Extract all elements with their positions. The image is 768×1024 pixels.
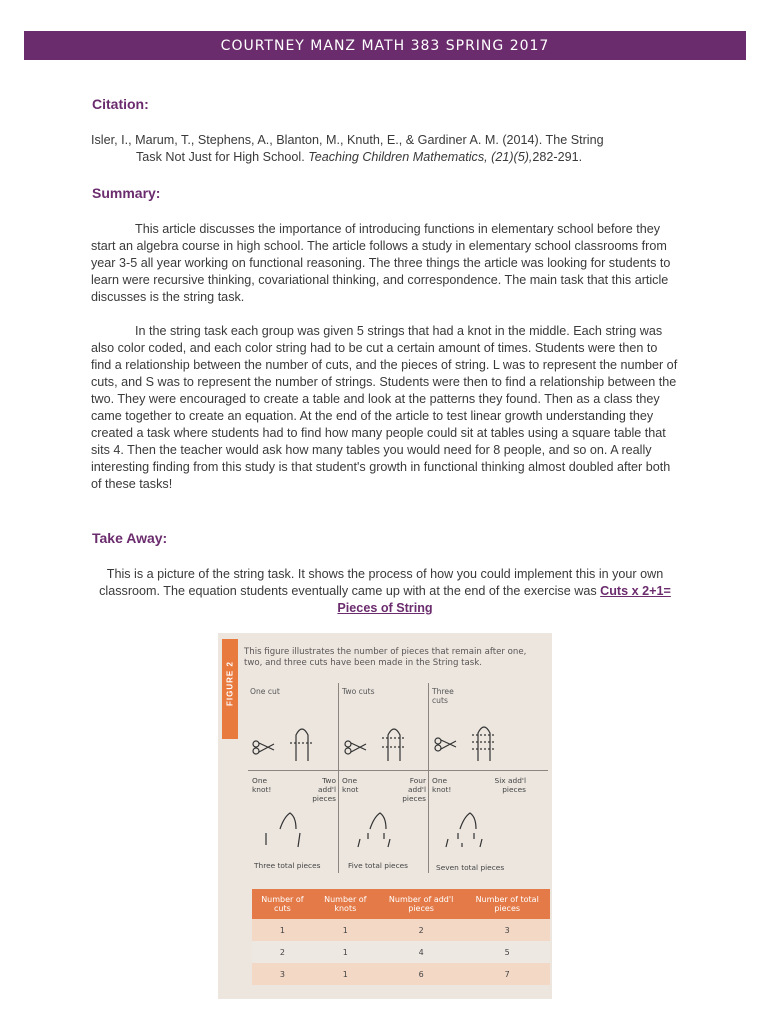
- table-cell: 2: [378, 919, 465, 941]
- string-pieces-drawing: [266, 813, 300, 847]
- added-label-2: Four add'l pieces: [402, 776, 426, 803]
- string-drawing: [478, 727, 490, 761]
- table-header: Number of add'l pieces: [378, 889, 465, 919]
- column-head-two-cuts: Two cuts: [342, 687, 375, 696]
- table-cell: 6: [378, 963, 465, 985]
- table-cell: 1: [313, 963, 378, 985]
- added-label-1: Two add'l pieces: [312, 776, 336, 803]
- table-row: [252, 963, 550, 985]
- figure-caption: This figure illustrates the number of pieces that remain after one, two, and three cuts have been made in the String task.: [244, 647, 527, 668]
- takeaway-text: This is a picture of the string task. It shows the process of how you could implement this in your own classroom. The equation students eventually came up with at the end of the exercise was: [99, 567, 664, 598]
- table-header: Number of knots: [313, 889, 378, 919]
- string-drawing: [388, 729, 400, 761]
- takeaway-equation: Cuts x 2+1= Pieces of String: [337, 584, 671, 615]
- knot-label-2: One knot: [342, 776, 359, 794]
- cut-line: [382, 738, 406, 747]
- total-label-1: Three total pieces: [254, 861, 321, 870]
- table-cell: 1: [252, 919, 313, 941]
- citation-line-1: Isler, I., Marum, T., Stephens, A., Blanton, M., Knuth, E., & Gardiner A. M. (2014). The String: [91, 133, 604, 147]
- citation-heading: Citation:: [92, 96, 149, 112]
- table-header: Number of total pieces: [464, 889, 550, 919]
- total-label-3: Seven total pieces: [436, 863, 505, 872]
- citation-journal: Teaching Children Mathematics, (21): [308, 150, 514, 164]
- summary-heading: Summary:: [92, 185, 161, 201]
- table-cell: 3: [464, 919, 550, 941]
- string-task-table: [252, 889, 550, 985]
- knot-label-3: One knot!: [432, 776, 452, 794]
- string-task-figure-photo: [218, 633, 552, 999]
- citation-line-2: [136, 149, 696, 166]
- column-head-one-cut: One cut: [250, 687, 280, 696]
- citation-issue: (5),: [513, 150, 533, 164]
- table-cell: 7: [464, 963, 550, 985]
- figure-tab-label: FIGURE 2: [225, 661, 235, 706]
- scissors-icon: [345, 741, 366, 754]
- table-cell: 1: [313, 919, 378, 941]
- header-banner: COURTNEY MANZ MATH 383 SPRING 2017: [24, 31, 746, 60]
- citation-title: Task Not Just for High School.: [136, 150, 309, 164]
- scissors-icon: [435, 738, 456, 751]
- column-head-three-cuts: Three cuts: [432, 687, 454, 705]
- table-cell: 5: [464, 941, 550, 963]
- table-header-row: [252, 889, 550, 919]
- string-drawing: [296, 729, 308, 761]
- total-label-2: Five total pieces: [348, 861, 409, 870]
- table-cell: 2: [252, 941, 313, 963]
- table-header: Number of cuts: [252, 889, 313, 919]
- table-cell: 1: [313, 941, 378, 963]
- scissors-icon: [253, 741, 274, 754]
- added-label-3: Six add'l pieces: [494, 776, 526, 794]
- table-row: [252, 919, 550, 941]
- table-cell: 3: [252, 963, 313, 985]
- citation-pages: 282-291.: [532, 150, 583, 164]
- table-cell: 4: [378, 941, 465, 963]
- knot-label-1: One knot!: [252, 776, 272, 794]
- summary-paragraph-1: [91, 221, 681, 306]
- summary-paragraph-2: [91, 323, 681, 493]
- cut-line: [472, 735, 496, 749]
- takeaway-paragraph: [88, 566, 682, 617]
- string-pieces-drawing: [446, 813, 482, 847]
- summary-text-1: This article discusses the importance of introducing functions in elementary school before they start an algebra course in high school. The article follows a study in elementary school classrooms from year 3-5 all year working on functional reasoning. The three things the article was looking for students to learn were recursive thinking, covariational thinking, and correspondence. The main task that this article discusses is the string task.: [91, 222, 671, 304]
- table-row: [252, 941, 550, 963]
- string-pieces-drawing: [358, 813, 390, 847]
- takeaway-heading: Take Away:: [92, 530, 168, 546]
- summary-text-2: In the string task each group was given 5 strings that had a knot in the middle. Each string was also color coded, and each color string had to be cut a certain amount of times. Students were then to find a relationship between the number of cuts, and the pieces of string. L was to represent the number of cuts, and S was to represent the number of strings. Students were then to find a relationship between the two. They were encouraged to create a table and look at the patterns they found. Then as a class they came together to create an equation. At the end of the article to test linear growth understanding they created a task where students had to find how many people could sit at tables using a square table that sits 4. Then the teacher would ask how many tables you would need for 8 people, and so on. A really interesting finding from this study is that student's growth in functional thinking almost doubled after both of these tasks!: [91, 324, 678, 491]
